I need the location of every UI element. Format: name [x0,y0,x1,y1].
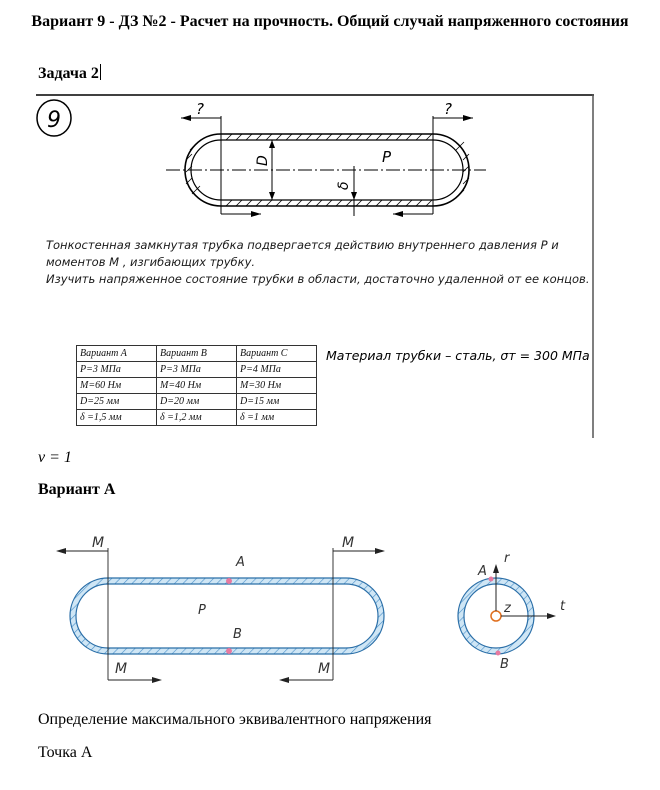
axis-r-label: r [504,551,510,566]
diameter-label: D [255,155,271,166]
table-cell: M=30 Нм [237,378,317,394]
table-header-cell: Вариант A [77,346,157,362]
cross-point-b-marker [496,651,501,656]
table-header-cell: Вариант C [237,346,317,362]
moment-label-top-right: M [342,535,355,551]
moment-label-bottom-left: M [115,661,128,677]
point-title: Точка А [38,744,93,761]
moment-arrowhead-bottom-right [279,677,289,683]
table-cell: P=3 МПа [157,362,237,378]
moment-label-top-left: M [92,535,105,551]
table-cell: D=20 мм [157,394,237,410]
unknown-moment-left: ? [196,100,204,118]
axis-t-arrowhead [547,613,556,619]
table-cell: D=25 мм [77,394,157,410]
poisson-line: ν = 1 [38,449,72,466]
document-title: Вариант 9 - ДЗ №2 - Расчет на прочность. Общий случай напряженного состояния [31,13,629,30]
moment-arrowhead-top-left [56,548,66,554]
point-b-marker [226,648,232,654]
axis-r-arrowhead [493,564,499,573]
material-note: Материал трубки – сталь, σт = 300 МПа [326,348,590,363]
table-cell: δ =1 мм [237,410,317,426]
moment-arrowhead-top-right [375,548,385,554]
table-row [77,410,317,426]
cross-point-a-label: A [478,564,487,579]
thickness-label: δ [336,181,352,190]
moment-arrowhead-top-left [181,115,191,121]
moment-arrowhead-bottom-left [251,211,261,217]
task-heading [38,64,101,83]
variant-number: 9 [47,108,61,133]
table-cell: M=60 Нм [77,378,157,394]
table-cell: M=40 Нм [157,378,237,394]
description-line-3: Изучить напряженное состояние трубки в области, достаточно удаленной от ее концов. [46,272,590,286]
description-line-1: Тонкостенная замкнутая трубка подвергается действию внутреннего давления P и [46,238,559,252]
description-line-2: моментов M , изгибающих трубку. [46,255,256,269]
table-row [77,394,317,410]
variants-table [76,345,317,426]
table-cell: P=3 МПа [77,362,157,378]
table-header-row [77,346,317,362]
tube-longitudinal-wall [70,578,384,654]
cross-point-a-marker [489,577,494,582]
moment-arrowhead-bottom-right [393,211,403,217]
text-cursor [100,64,101,80]
moment-arrowhead-top-right [463,115,473,121]
table-header-cell: Вариант B [157,346,237,362]
axis-t-label: t [560,599,566,614]
cross-section-origin [491,611,501,621]
pressure-label: P [382,148,392,166]
point-b-label: B [233,627,242,642]
moment-arrowhead-bottom-left [152,677,162,683]
scanned-problem-figure [36,94,596,438]
table-cell: δ =1,5 мм [77,410,157,426]
variant-heading: Вариант А [38,481,116,498]
point-a-label: A [236,555,245,570]
table-row [77,378,317,394]
cross-point-b-label: B [500,657,509,672]
table-cell: δ =1,2 мм [157,410,237,426]
table-cell: D=15 мм [237,394,317,410]
diameter-arrow-bottom [269,192,275,200]
axis-z-label: z [504,601,511,616]
task-heading-text: Задача 2 [38,65,99,82]
unknown-moment-right: ? [444,100,452,118]
moment-label-bottom-right: M [318,661,331,677]
section-title: Определение максимального эквивалентного напряжения [38,711,432,728]
table-cell: P=4 МПа [237,362,317,378]
pressure-label: P [198,603,206,618]
thickness-arrow [351,192,357,200]
variant-a-diagram [0,520,660,700]
point-a-marker [226,578,232,584]
diameter-arrow-top [269,140,275,148]
table-row [77,362,317,378]
